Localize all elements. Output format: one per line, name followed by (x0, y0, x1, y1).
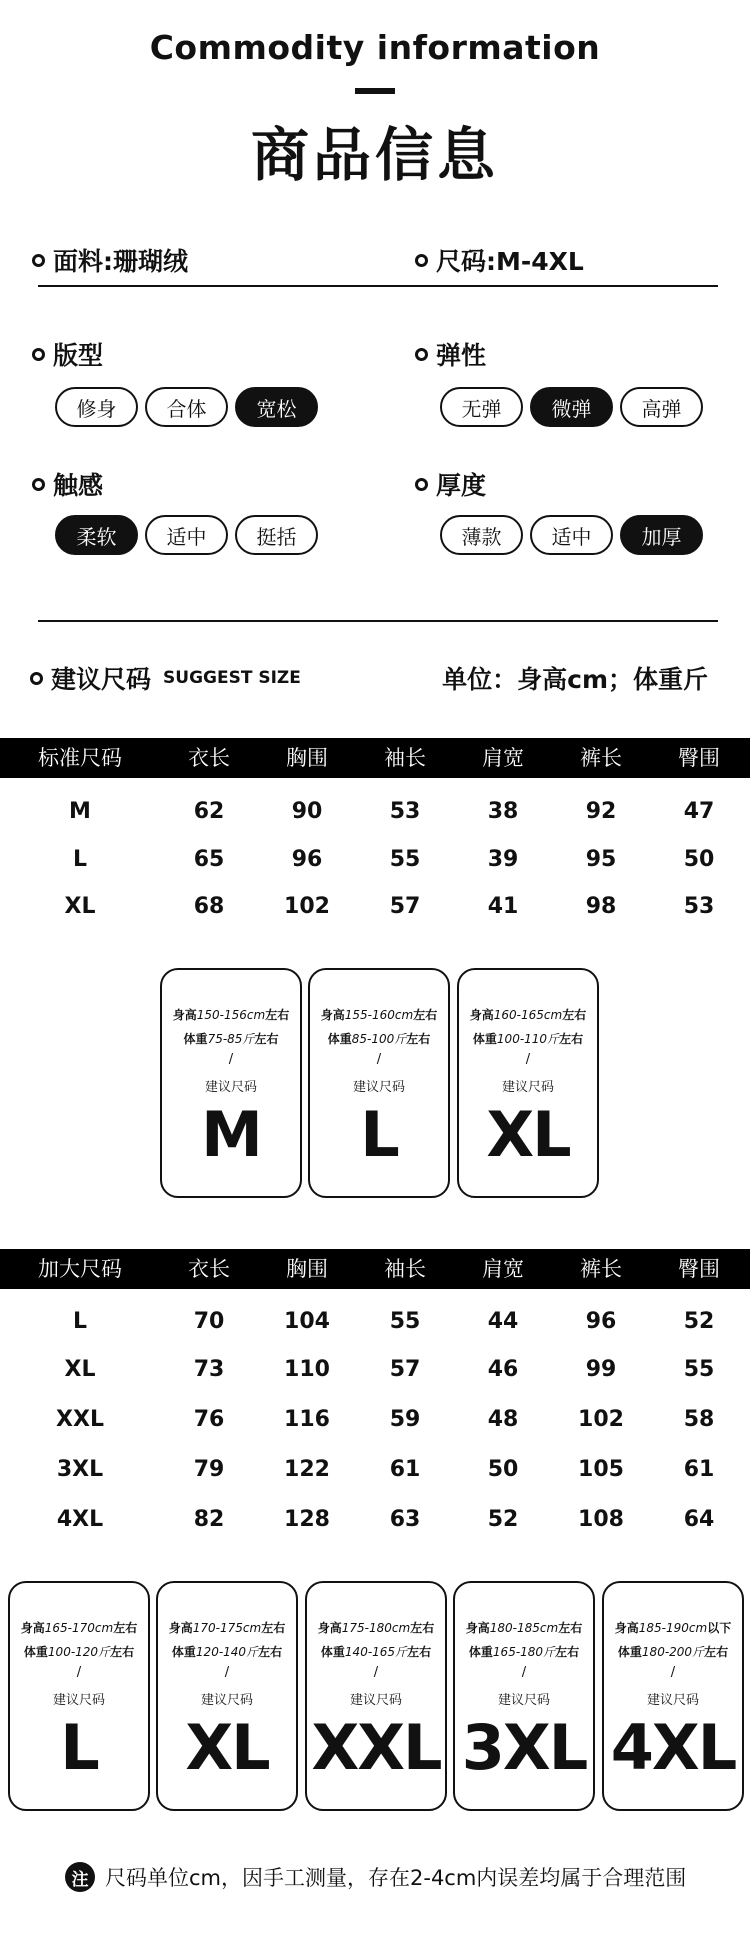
note-badge-icon: 注 (65, 1862, 95, 1892)
weight-range: 体重165-180斤左右 (468, 1645, 580, 1659)
table-cell: 61 (389, 1457, 421, 1482)
touch-options (55, 515, 318, 555)
table-row (0, 1500, 750, 1540)
measurement-note (65, 1862, 686, 1892)
touch-option: 适中 (145, 515, 228, 555)
divider (38, 620, 718, 622)
table-cell: 65 (193, 847, 225, 872)
recommend-label: 建议尺码 (349, 1693, 402, 1708)
table-cell: 46 (487, 1357, 519, 1382)
header-cell: 标准尺码 (38, 746, 122, 770)
table-cell: XXL (56, 1407, 104, 1432)
header-cell: 加大尺码 (38, 1257, 122, 1281)
table-cell: 58 (683, 1407, 715, 1432)
table-row (0, 792, 750, 832)
card-slash: / (525, 1052, 531, 1067)
card-slash: / (76, 1665, 82, 1680)
elasticity-label: 弹性 (436, 341, 487, 370)
size-card (156, 1581, 298, 1811)
table-cell: 105 (578, 1457, 624, 1482)
recommend-label: 建议尺码 (52, 1693, 105, 1708)
fit-label: 版型 (53, 341, 104, 370)
header-cell: 衣长 (188, 746, 230, 770)
table-cell: 79 (193, 1457, 225, 1482)
thickness-option: 薄款 (440, 515, 523, 555)
table-cell: 50 (487, 1457, 519, 1482)
table-cell: L (72, 1309, 88, 1334)
table-cell: 52 (487, 1507, 519, 1532)
table-cell: 110 (284, 1357, 330, 1382)
weight-range: 体重100-110斤左右 (472, 1032, 584, 1046)
table-cell: 41 (487, 894, 519, 919)
header-cell: 肩宽 (482, 1257, 524, 1281)
table-row (0, 1350, 750, 1390)
recommend-label: 建议尺码 (352, 1080, 405, 1095)
height-range: 身高180-185cm左右 (465, 1621, 583, 1635)
suggest-size-title: 建议尺码 (51, 665, 152, 694)
size-card (305, 1581, 447, 1811)
height-range: 身高155-160cm左右 (320, 1008, 438, 1022)
table-cell: 73 (193, 1357, 225, 1382)
table-cell: 59 (389, 1407, 421, 1432)
fit-options (55, 387, 318, 427)
table-cell: 98 (585, 894, 617, 919)
table-cell: 108 (578, 1507, 624, 1532)
header-cell: 臀围 (678, 1257, 720, 1281)
table-cell: 53 (683, 894, 715, 919)
card-slash: / (521, 1665, 527, 1680)
header-cell: 胸围 (286, 746, 328, 770)
recommend-label: 建议尺码 (646, 1693, 699, 1708)
card-slash: / (224, 1665, 230, 1680)
table-row (0, 840, 750, 880)
header-cell: 袖长 (384, 1257, 426, 1281)
height-range: 身高165-170cm左右 (20, 1621, 138, 1635)
size-card (8, 1581, 150, 1811)
table-row (0, 1400, 750, 1440)
recommend-label: 建议尺码 (501, 1080, 554, 1095)
header-cell: 胸围 (286, 1257, 328, 1281)
table-cell: 122 (284, 1457, 330, 1482)
bullet-icon (32, 254, 45, 267)
table-cell: 4XL (56, 1507, 104, 1532)
table-cell: 64 (683, 1507, 715, 1532)
table-cell: 53 (389, 799, 421, 824)
table-row (0, 887, 750, 927)
table-cell: 96 (585, 1309, 617, 1334)
table-cell: 116 (284, 1407, 330, 1432)
divider (38, 285, 718, 287)
size-card (457, 968, 599, 1198)
title-en: Commodity information (149, 28, 601, 67)
touch-option-selected: 柔软 (55, 515, 138, 555)
size-card (453, 1581, 595, 1811)
table-cell: 92 (585, 799, 617, 824)
table-cell: 99 (585, 1357, 617, 1382)
table-cell: 3XL (56, 1457, 104, 1482)
bullet-icon (415, 254, 428, 267)
table-cell: 39 (487, 847, 519, 872)
table-cell: 128 (284, 1507, 330, 1532)
fit-heading (32, 336, 103, 372)
elasticity-option-selected: 微弹 (530, 387, 613, 427)
card-size: L (60, 1711, 98, 1784)
recommend-label: 建议尺码 (204, 1080, 257, 1095)
table-cell: L (72, 847, 88, 872)
bullet-icon (32, 348, 45, 361)
bullet-icon (32, 478, 45, 491)
table-cell: 55 (389, 1309, 421, 1334)
header-cell: 肩宽 (482, 746, 524, 770)
bullet-icon (415, 478, 428, 491)
table-cell: 57 (389, 1357, 421, 1382)
table-cell: 62 (193, 799, 225, 824)
card-size: XXL (311, 1711, 441, 1784)
table-cell: 55 (683, 1357, 715, 1382)
elasticity-options (440, 387, 703, 427)
weight-range: 体重75-85斤左右 (183, 1032, 279, 1046)
title-divider (355, 88, 395, 94)
table-cell: XL (64, 894, 96, 919)
table-cell: XL (64, 1357, 96, 1382)
header-cell: 臀围 (678, 746, 720, 770)
recommend-label: 建议尺码 (497, 1693, 550, 1708)
table-cell: 95 (585, 847, 617, 872)
height-range: 身高160-165cm左右 (469, 1008, 587, 1022)
card-slash: / (373, 1665, 379, 1680)
note-text: 尺码单位cm，因手工测量，存在2-4cm内误差均属于合理范围 (105, 1866, 687, 1890)
table-cell: 52 (683, 1309, 715, 1334)
thickness-label: 厚度 (436, 471, 487, 500)
fabric-spec (32, 242, 188, 278)
fabric-label: 面料:珊瑚绒 (53, 247, 188, 276)
title-cn: 商品信息 (250, 121, 499, 189)
size-label: 尺码:M-4XL (436, 247, 584, 276)
weight-range: 体重140-165斤左右 (320, 1645, 432, 1659)
suggest-size-title-en: SUGGEST SIZE (163, 668, 301, 688)
table-cell: 102 (284, 894, 330, 919)
card-size: M (201, 1098, 261, 1171)
weight-range: 体重120-140斤左右 (171, 1645, 283, 1659)
thickness-options (440, 515, 703, 555)
touch-heading (32, 466, 103, 502)
table-cell: 76 (193, 1407, 225, 1432)
card-slash: / (376, 1052, 382, 1067)
table-row (0, 1302, 750, 1342)
table-cell: M (69, 799, 91, 824)
card-slash: / (228, 1052, 234, 1067)
header-cell: 衣长 (188, 1257, 230, 1281)
bullet-icon (30, 672, 43, 685)
table-cell: 50 (683, 847, 715, 872)
table-row (0, 1450, 750, 1490)
table-cell: 90 (291, 799, 323, 824)
header-cell: 裤长 (580, 746, 622, 770)
size-card (160, 968, 302, 1198)
unit-label: 单位：身高cm；体重斤 (442, 665, 708, 694)
fit-option: 合体 (145, 387, 228, 427)
table-cell: 48 (487, 1407, 519, 1432)
thickness-option: 适中 (530, 515, 613, 555)
table-cell: 96 (291, 847, 323, 872)
card-slash: / (670, 1665, 676, 1680)
table-cell: 68 (193, 894, 225, 919)
standard-table-header (0, 738, 750, 778)
table-cell: 70 (193, 1309, 225, 1334)
plus-table-header (0, 1249, 750, 1289)
table-cell: 82 (193, 1507, 225, 1532)
table-cell: 61 (683, 1457, 715, 1482)
weight-range: 体重180-200斤左右 (617, 1645, 729, 1659)
thickness-option-selected: 加厚 (620, 515, 703, 555)
bullet-icon (415, 348, 428, 361)
card-size: XL (486, 1098, 570, 1171)
size-spec (415, 242, 584, 278)
card-size: L (360, 1098, 398, 1171)
table-cell: 57 (389, 894, 421, 919)
touch-label: 触感 (53, 471, 104, 500)
table-cell: 47 (683, 799, 715, 824)
table-cell: 38 (487, 799, 519, 824)
elasticity-option: 无弹 (440, 387, 523, 427)
card-size: 3XL (461, 1711, 587, 1784)
table-cell: 63 (389, 1507, 421, 1532)
height-range: 身高150-156cm左右 (172, 1008, 290, 1022)
height-range: 身高175-180cm左右 (317, 1621, 435, 1635)
suggest-size-heading (30, 660, 301, 696)
card-size: XL (185, 1711, 269, 1784)
card-size: 4XL (610, 1711, 736, 1784)
size-card (308, 968, 450, 1198)
header-cell: 袖长 (384, 746, 426, 770)
recommend-label: 建议尺码 (200, 1693, 253, 1708)
height-range: 身高170-175cm左右 (168, 1621, 286, 1635)
table-cell: 104 (284, 1309, 330, 1334)
elasticity-heading (415, 336, 486, 372)
touch-option: 挺括 (235, 515, 318, 555)
header-cell: 裤长 (580, 1257, 622, 1281)
thickness-heading (415, 466, 486, 502)
table-cell: 55 (389, 847, 421, 872)
elasticity-option: 高弹 (620, 387, 703, 427)
size-card (602, 1581, 744, 1811)
fit-option-selected: 宽松 (235, 387, 318, 427)
table-cell: 102 (578, 1407, 624, 1432)
weight-range: 体重100-120斤左右 (23, 1645, 135, 1659)
height-range: 身高185-190cm以下 (614, 1621, 732, 1635)
table-cell: 44 (487, 1309, 519, 1334)
fit-option: 修身 (55, 387, 138, 427)
weight-range: 体重85-100斤左右 (327, 1032, 431, 1046)
